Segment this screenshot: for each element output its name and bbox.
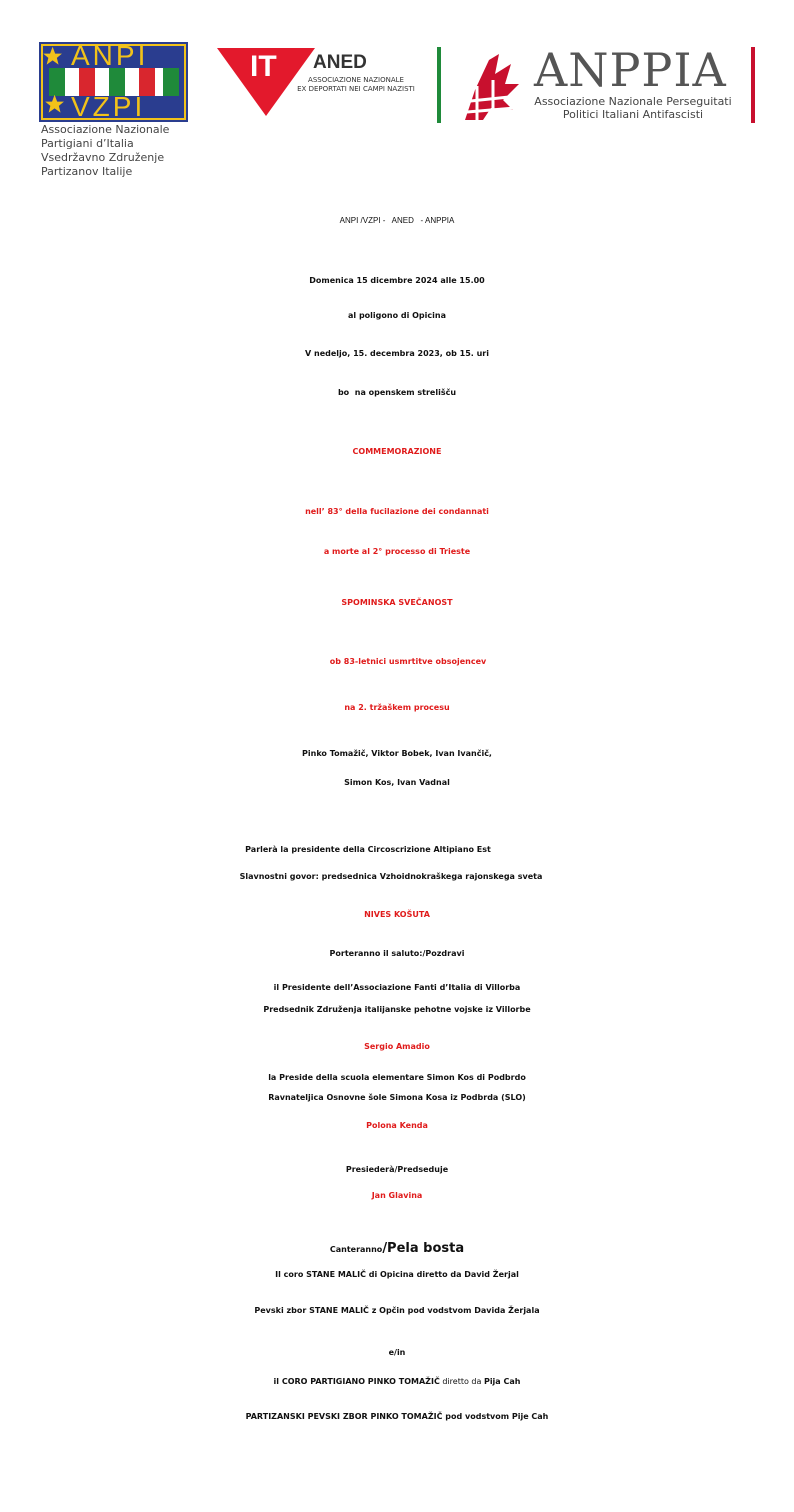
choir2-it-director: Pija Cah <box>483 1377 521 1386</box>
main-speaker-name: NIVES KOŠUTA <box>364 910 430 919</box>
victims-line-2: Simon Kos, Ivan Vadnal <box>344 778 450 787</box>
event-date-it: Domenica 15 dicembre 2024 alle 15.00 <box>309 276 485 285</box>
anpi-caption: Associazione Nazionale Partigiani d’Italia Vsedržavno Združenje Partizanov Italije <box>41 123 170 178</box>
choir2-it <box>0 1377 794 1386</box>
speaker-intro-it: Parlerà la presidente della Circoscrizione Altipiano Est <box>245 845 491 854</box>
victims-line-1: Pinko Tomažič, Viktor Bobek, Ivan Ivančič, <box>302 749 492 758</box>
anppia-name: ANPPIA <box>534 43 727 97</box>
choir-conjunction: e/in <box>388 1348 406 1357</box>
aned-sub-line: EX DEPORTATI NEI CAMPI NAZISTI <box>297 85 415 93</box>
aned-sub-line: ASSOCIAZIONE NAZIONALE <box>308 76 404 84</box>
greeter1-role-it: il Presidente dell’Associazione Fanti d’Italia di Villorba <box>273 983 521 992</box>
header-organizations: ANPI /VZPI - ANED - ANPPIA <box>339 216 455 225</box>
aned-logo <box>217 46 422 118</box>
choir2-it-name: il CORO PARTIGIANO PINKO TOMAŽIČ <box>273 1377 440 1386</box>
event-place-sl: bo na openskem strelišču <box>337 388 457 397</box>
greeter1-role-sl: Predsednik Združenja italijanske pehotne vojske iz Villorbe <box>263 1005 531 1014</box>
choir1-sl: Pevski zbor STANE MALIČ z Opčin pod vodstvom Davida Žerjala <box>254 1306 540 1315</box>
choirs-label <box>0 1241 794 1256</box>
title-commemorazione: COMMEMORAZIONE <box>352 447 442 456</box>
event-place-it: al poligono di Opicina <box>348 311 446 320</box>
greetings-label: Porteranno il saluto:/Pozdravi <box>329 949 465 958</box>
anpi-vzpi-logo <box>39 42 188 122</box>
title-spominska-svecanost: SPOMINSKA SVEČANOST <box>341 598 453 607</box>
choir1-it: Il coro STANE MALIČ di Opicina diretto da David Žerjal <box>275 1270 519 1279</box>
choir2-sl: PARTIZANSKI PEVSKI ZBOR PINKO TOMAŽIČ pod vodstvom Pije Cah <box>245 1412 549 1421</box>
subtitle-it-line-2: a morte al 2° processo di Trieste <box>323 547 471 556</box>
choir2-it-connector: diretto da <box>439 1377 484 1386</box>
greeter1-name: Sergio Amadio <box>364 1042 430 1051</box>
divider-green <box>437 47 441 123</box>
chair-label: Presiederà/Predseduje <box>345 1165 449 1174</box>
subtitle-sl-line-2: na 2. tržaškem procesu <box>344 703 450 712</box>
greeter2-role-it: la Preside della scuola elementare Simon Kos di Podbrdo <box>268 1073 526 1082</box>
choirs-label-it: Canteranno <box>329 1245 383 1254</box>
chair-name: Jan Glavina <box>371 1191 423 1200</box>
speaker-intro-sl: Slavnostni govor: predsednica Vzhoidnokraškega rajonskega sveta <box>239 872 543 881</box>
anpi-top-word: ANPI <box>71 40 149 71</box>
anpi-bottom-word: VZPI <box>71 91 146 122</box>
greeter2-role-sl: Ravnateljica Osnovne šole Simona Kosa iz Podbrda (SLO) <box>268 1093 526 1102</box>
subtitle-it-line-1: nell’ 83° della fucilazione dei condannati <box>305 507 489 516</box>
divider-red <box>751 47 755 123</box>
event-date-sl: V nedeljo, 15. decembra 2023, ob 15. uri <box>305 349 489 358</box>
aned-badge: IT <box>250 50 277 83</box>
choirs-label-sl: /Pela bosta <box>382 1241 465 1256</box>
anppia-caption: Associazione Nazionale Perseguitati Politici Italiani Antifascisti <box>534 95 732 121</box>
aned-name: ANED <box>313 52 367 73</box>
anppia-emblem-icon <box>455 50 525 122</box>
subtitle-sl-line-1: ob 83-letnici usmrtitve obsojencev <box>329 657 487 666</box>
greeter2-name: Polona Kenda <box>366 1121 428 1130</box>
